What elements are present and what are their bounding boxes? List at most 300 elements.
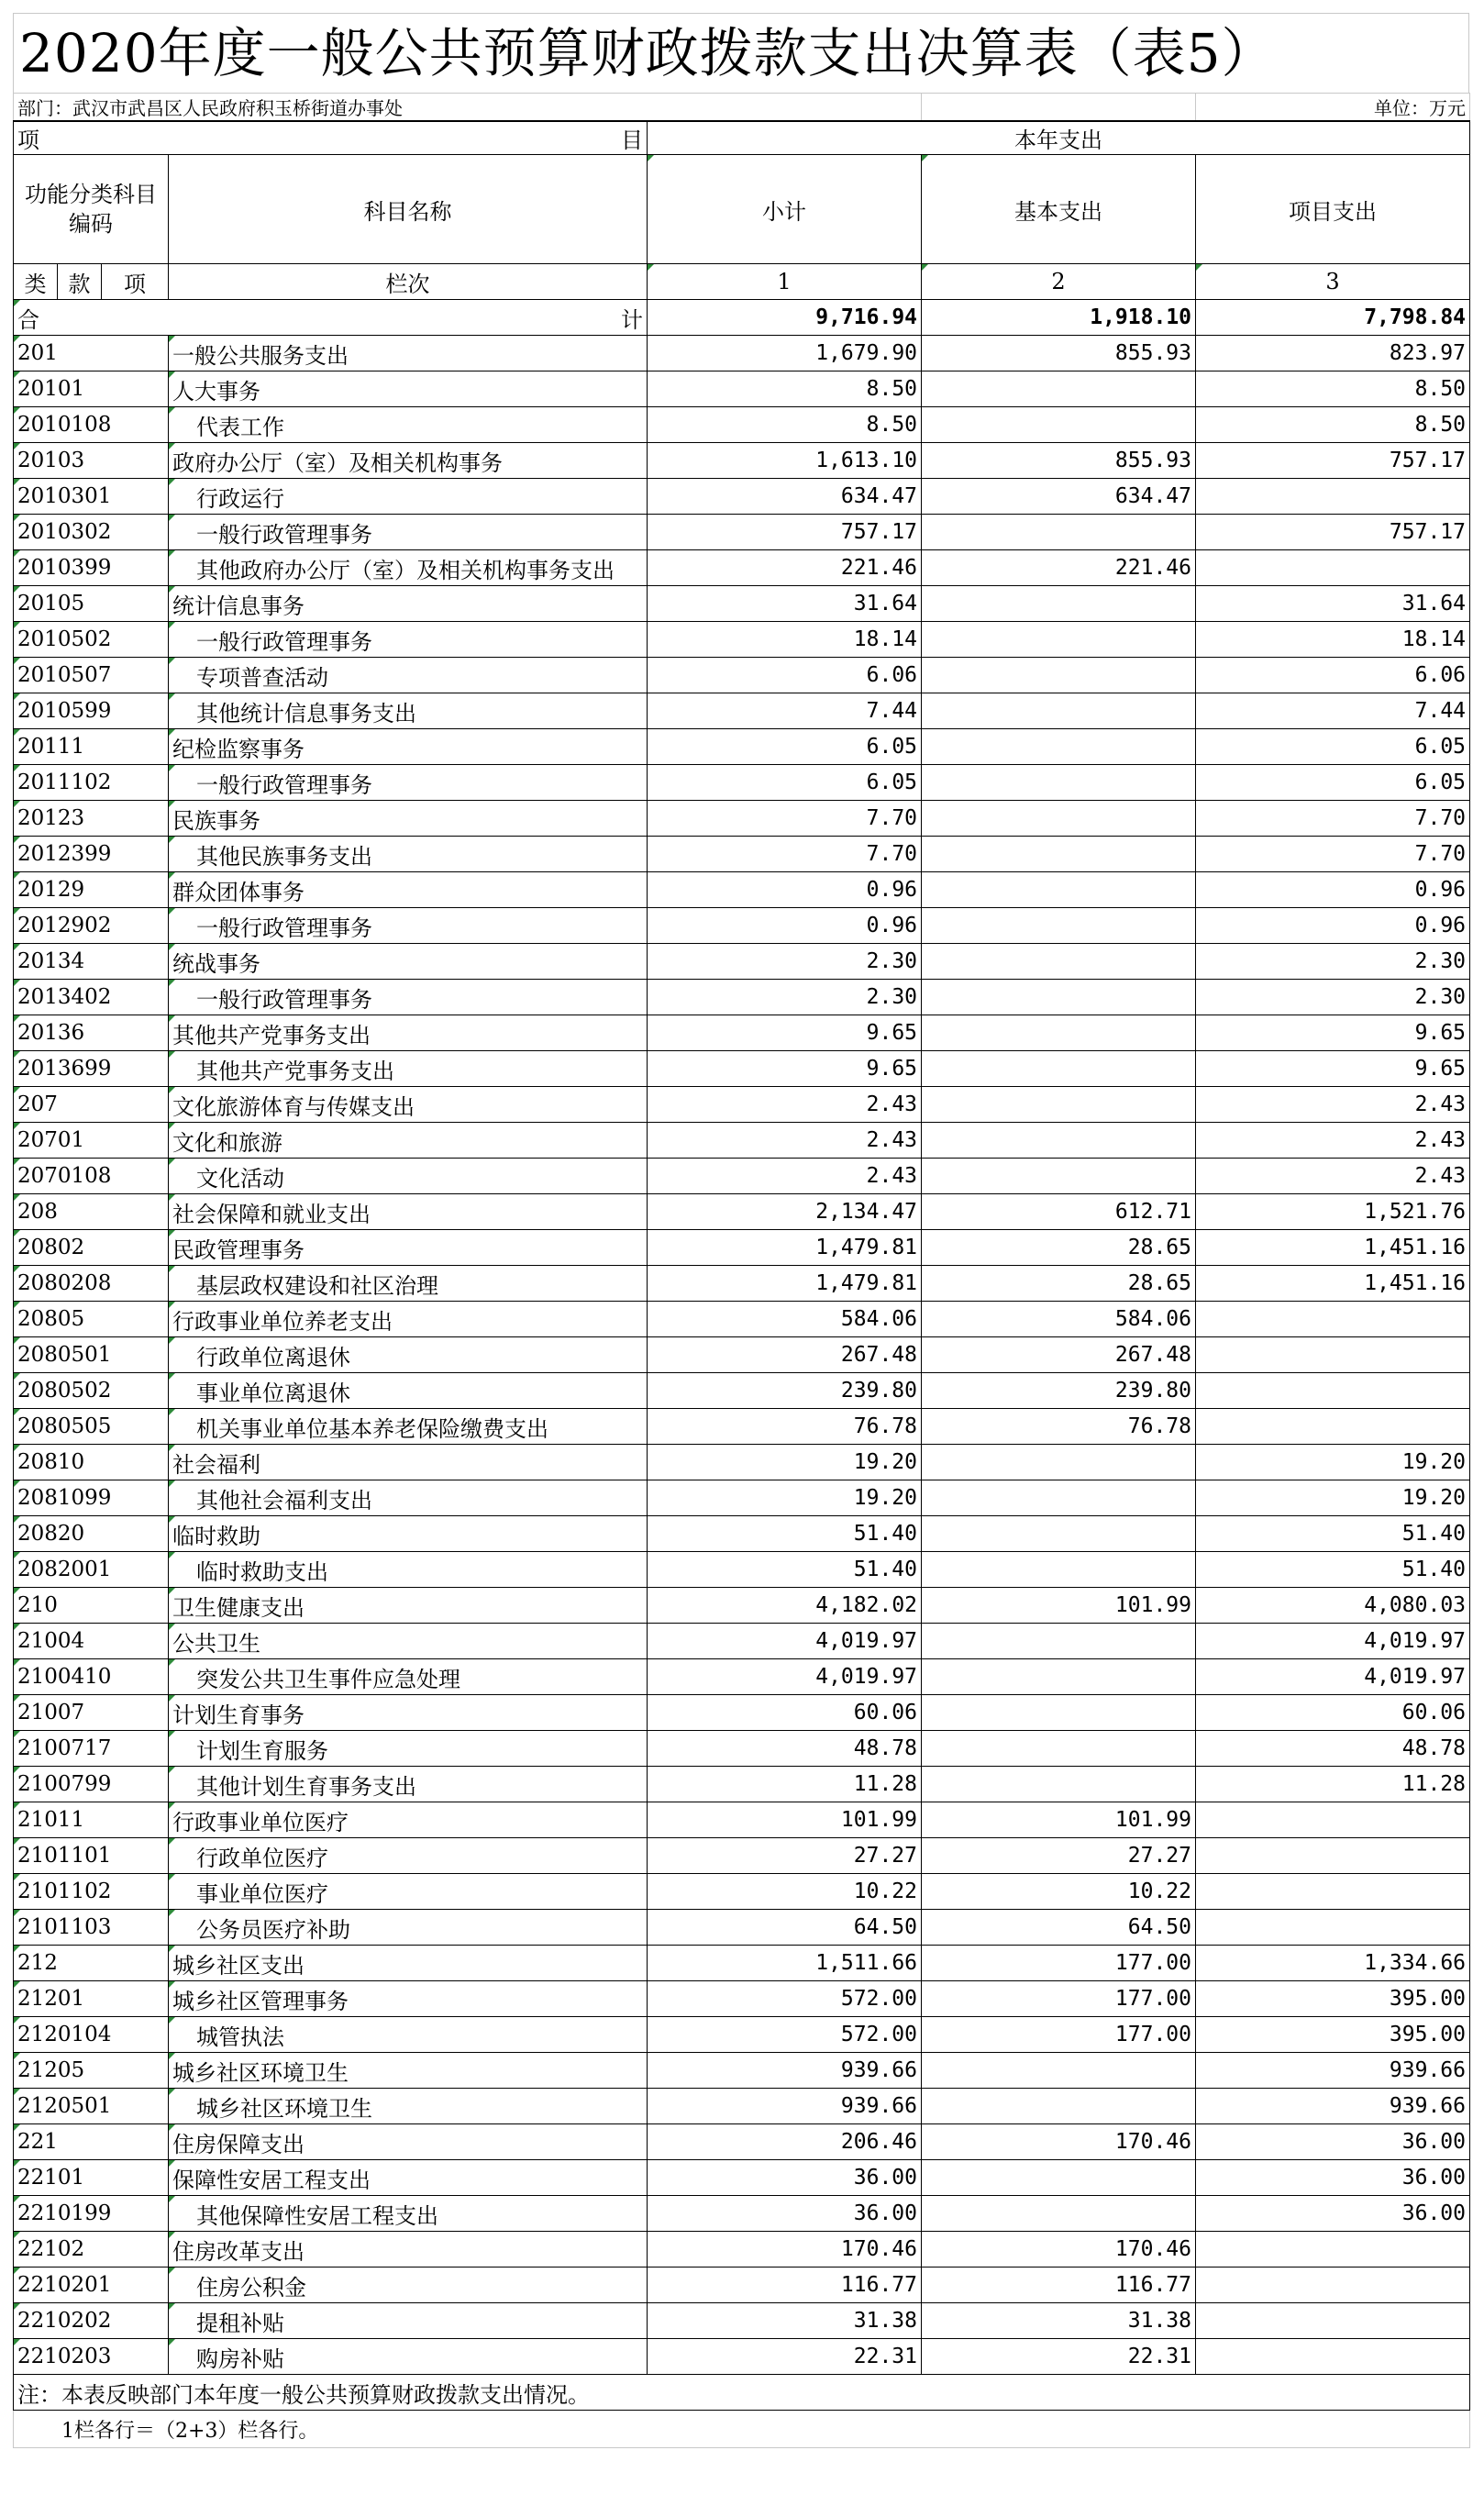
row-name: 统战事务 (169, 944, 648, 980)
row-name: 行政运行 (169, 479, 648, 515)
table-row (14, 1981, 1470, 2017)
item-header-right: 目 (621, 128, 643, 153)
row-basic (922, 765, 1196, 801)
total-project: 7,798.84 (1196, 300, 1470, 336)
row-name: 公务员医疗补助 (169, 1910, 648, 1946)
row-project: 9.65 (1196, 1051, 1470, 1087)
row-code: 207 (14, 1087, 169, 1123)
row-subtotal: 10.22 (648, 1874, 922, 1910)
row-project: 2.43 (1196, 1123, 1470, 1159)
row-basic (922, 837, 1196, 872)
row-name: 群众团体事务 (169, 872, 648, 908)
row-basic (922, 801, 1196, 837)
table-row (14, 2053, 1470, 2089)
table-row (14, 1123, 1470, 1159)
row-code: 2100717 (14, 1731, 169, 1767)
row-code: 2080208 (14, 1266, 169, 1302)
row-subtotal: 22.31 (648, 2339, 922, 2375)
row-code: 2120104 (14, 2017, 169, 2053)
header-row-2 (14, 155, 1470, 264)
row-code: 21004 (14, 1624, 169, 1659)
func-code-header: 功能分类科目编码 (14, 155, 169, 264)
row-basic (922, 1624, 1196, 1659)
row-basic: 116.77 (922, 2268, 1196, 2303)
row-name: 购房补贴 (169, 2339, 648, 2375)
row-basic (922, 1516, 1196, 1552)
row-project: 31.64 (1196, 586, 1470, 622)
row-subtotal: 6.05 (648, 729, 922, 765)
row-subtotal: 7.70 (648, 801, 922, 837)
table-row (14, 1516, 1470, 1552)
row-project: 1,334.66 (1196, 1946, 1470, 1981)
note-line-2: 1栏各行＝（2+3）栏各行。 (14, 2411, 1470, 2448)
subject-name-header: 科目名称 (169, 155, 648, 264)
row-subtotal: 101.99 (648, 1802, 922, 1838)
row-subtotal: 19.20 (648, 1480, 922, 1516)
row-basic (922, 407, 1196, 443)
row-code: 2100799 (14, 1767, 169, 1802)
row-basic (922, 586, 1196, 622)
row-project: 19.20 (1196, 1445, 1470, 1480)
table-row (14, 2124, 1470, 2160)
department-label: 部门：武汉市武昌区人民政府积玉桥街道办事处 (14, 94, 922, 122)
row-subtotal: 36.00 (648, 2160, 922, 2196)
table-row (14, 515, 1470, 550)
row-basic: 28.65 (922, 1266, 1196, 1302)
row-basic (922, 729, 1196, 765)
row-code: 2080502 (14, 1373, 169, 1409)
row-basic: 101.99 (922, 1802, 1196, 1838)
row-basic (922, 1552, 1196, 1588)
row-project: 19.20 (1196, 1480, 1470, 1516)
row-code: 20805 (14, 1302, 169, 1337)
row-project: 1,451.16 (1196, 1266, 1470, 1302)
row-basic (922, 1480, 1196, 1516)
table-row (14, 2303, 1470, 2339)
row-code: 2010599 (14, 693, 169, 729)
table-row (14, 1802, 1470, 1838)
row-code: 2082001 (14, 1552, 169, 1588)
table-row (14, 371, 1470, 407)
row-code: 2101103 (14, 1910, 169, 1946)
row-subtotal: 170.46 (648, 2232, 922, 2268)
row-subtotal: 8.50 (648, 371, 922, 407)
table-row (14, 1373, 1470, 1409)
header-row-1 (14, 121, 1470, 155)
col3-index: 3 (1196, 264, 1470, 300)
table-row (14, 1910, 1470, 1946)
row-name: 城乡社区管理事务 (169, 1981, 648, 2017)
row-subtotal: 1,511.66 (648, 1946, 922, 1981)
row-code: 20129 (14, 872, 169, 908)
row-project: 939.66 (1196, 2053, 1470, 2089)
row-name: 一般行政管理事务 (169, 622, 648, 658)
note-row (14, 2375, 1470, 2411)
row-project: 2.43 (1196, 1159, 1470, 1194)
total-label-right: 计 (621, 306, 643, 333)
table-row (14, 622, 1470, 658)
row-project: 36.00 (1196, 2160, 1470, 2196)
row-code: 2011102 (14, 765, 169, 801)
row-subtotal: 27.27 (648, 1838, 922, 1874)
row-name: 专项普查活动 (169, 658, 648, 693)
row-name: 提租补贴 (169, 2303, 648, 2339)
row-basic: 221.46 (922, 550, 1196, 586)
row-project: 11.28 (1196, 1767, 1470, 1802)
table-row (14, 2339, 1470, 2375)
row-subtotal: 6.06 (648, 658, 922, 693)
row-name: 住房公积金 (169, 2268, 648, 2303)
row-basic (922, 2089, 1196, 2124)
row-code: 20103 (14, 443, 169, 479)
row-basic (922, 1159, 1196, 1194)
row-name: 其他政府办公厅（室）及相关机构事务支出 (169, 550, 648, 586)
row-subtotal: 31.38 (648, 2303, 922, 2339)
row-code: 20111 (14, 729, 169, 765)
row-name: 基层政权建设和社区治理 (169, 1266, 648, 1302)
table-row (14, 1659, 1470, 1695)
table-row (14, 1695, 1470, 1731)
row-name: 事业单位医疗 (169, 1874, 648, 1910)
row-name: 一般行政管理事务 (169, 765, 648, 801)
row-project (1196, 1409, 1470, 1445)
row-basic: 634.47 (922, 479, 1196, 515)
row-name: 人大事务 (169, 371, 648, 407)
row-basic: 170.46 (922, 2124, 1196, 2160)
table-row (14, 1480, 1470, 1516)
row-code: 21201 (14, 1981, 169, 2017)
lei-header: 类 (14, 264, 58, 300)
row-code: 221 (14, 2124, 169, 2160)
row-project: 60.06 (1196, 1695, 1470, 1731)
row-name: 其他共产党事务支出 (169, 1051, 648, 1087)
row-subtotal: 584.06 (648, 1302, 922, 1337)
row-subtotal: 634.47 (648, 479, 922, 515)
row-project: 48.78 (1196, 1731, 1470, 1767)
row-project: 8.50 (1196, 371, 1470, 407)
unit-label: 单位：万元 (1196, 94, 1470, 122)
row-subtotal: 0.96 (648, 872, 922, 908)
row-code: 201 (14, 336, 169, 371)
row-project: 9.65 (1196, 1015, 1470, 1051)
row-basic: 28.65 (922, 1230, 1196, 1266)
row-basic (922, 1767, 1196, 1802)
row-code: 208 (14, 1194, 169, 1230)
report-title: 2020年度一般公共预算财政拨款支出决算表（表5） (13, 13, 1469, 93)
row-code: 2210203 (14, 2339, 169, 2375)
row-code: 2013402 (14, 980, 169, 1015)
row-name: 行政事业单位养老支出 (169, 1302, 648, 1337)
row-subtotal: 64.50 (648, 1910, 922, 1946)
row-project: 6.05 (1196, 765, 1470, 801)
row-project: 1,521.76 (1196, 1194, 1470, 1230)
row-name: 临时救助 (169, 1516, 648, 1552)
table-row (14, 1767, 1470, 1802)
row-basic (922, 1731, 1196, 1767)
row-code: 2010108 (14, 407, 169, 443)
row-name: 文化和旅游 (169, 1123, 648, 1159)
note-row-2 (14, 2411, 1470, 2448)
table-row (14, 1624, 1470, 1659)
row-subtotal: 2.30 (648, 980, 922, 1015)
row-basic: 64.50 (922, 1910, 1196, 1946)
table-row (14, 693, 1470, 729)
row-basic (922, 872, 1196, 908)
row-code: 20105 (14, 586, 169, 622)
table-row (14, 944, 1470, 980)
row-name: 其他社会福利支出 (169, 1480, 648, 1516)
table-row (14, 658, 1470, 693)
row-project: 757.17 (1196, 515, 1470, 550)
row-project: 7.44 (1196, 693, 1470, 729)
row-code: 21205 (14, 2053, 169, 2089)
row-basic: 177.00 (922, 2017, 1196, 2053)
row-code: 2101101 (14, 1838, 169, 1874)
row-subtotal: 0.96 (648, 908, 922, 944)
row-code: 2210199 (14, 2196, 169, 2232)
row-subtotal: 51.40 (648, 1516, 922, 1552)
row-basic (922, 2160, 1196, 2196)
row-subtotal: 939.66 (648, 2053, 922, 2089)
row-subtotal: 116.77 (648, 2268, 922, 2303)
xiang-header: 项 (102, 264, 169, 300)
table-row (14, 2017, 1470, 2053)
table-row (14, 1445, 1470, 1480)
row-name: 统计信息事务 (169, 586, 648, 622)
row-basic: 177.00 (922, 1981, 1196, 2017)
row-project: 0.96 (1196, 908, 1470, 944)
row-code: 212 (14, 1946, 169, 1981)
row-basic: 267.48 (922, 1337, 1196, 1373)
table-row (14, 407, 1470, 443)
row-basic (922, 1695, 1196, 1731)
row-basic (922, 515, 1196, 550)
row-name: 行政单位离退休 (169, 1337, 648, 1373)
row-basic: 76.78 (922, 1409, 1196, 1445)
row-project (1196, 1302, 1470, 1337)
row-basic: 855.93 (922, 336, 1196, 371)
note-line-1: 注：本表反映部门本年度一般公共预算财政拨款支出情况。 (14, 2375, 1470, 2411)
row-name: 民族事务 (169, 801, 648, 837)
row-subtotal: 19.20 (648, 1445, 922, 1480)
row-name: 临时救助支出 (169, 1552, 648, 1588)
row-project: 2.30 (1196, 980, 1470, 1015)
row-subtotal: 4,019.97 (648, 1659, 922, 1695)
row-subtotal: 36.00 (648, 2196, 922, 2232)
row-code: 2010507 (14, 658, 169, 693)
row-code: 20134 (14, 944, 169, 980)
row-project: 939.66 (1196, 2089, 1470, 2124)
row-name: 代表工作 (169, 407, 648, 443)
row-project: 7.70 (1196, 837, 1470, 872)
row-basic (922, 1015, 1196, 1051)
table-row (14, 550, 1470, 586)
row-basic (922, 2196, 1196, 2232)
row-name: 计划生育事务 (169, 1695, 648, 1731)
row-subtotal: 239.80 (648, 1373, 922, 1409)
row-code: 2080505 (14, 1409, 169, 1445)
row-code: 20810 (14, 1445, 169, 1480)
row-project (1196, 2232, 1470, 2268)
row-basic: 31.38 (922, 2303, 1196, 2339)
row-subtotal: 1,479.81 (648, 1266, 922, 1302)
row-project: 4,019.97 (1196, 1659, 1470, 1695)
table-row (14, 1302, 1470, 1337)
item-header (14, 121, 648, 155)
project-header: 项目支出 (1196, 155, 1470, 264)
row-subtotal: 7.70 (648, 837, 922, 872)
row-name: 突发公共卫生事件应急处理 (169, 1659, 648, 1695)
row-basic (922, 2053, 1196, 2089)
row-project: 51.40 (1196, 1516, 1470, 1552)
row-basic: 10.22 (922, 1874, 1196, 1910)
row-subtotal: 1,679.90 (648, 336, 922, 371)
row-project: 4,080.03 (1196, 1588, 1470, 1624)
table-row (14, 479, 1470, 515)
row-code: 20101 (14, 371, 169, 407)
row-name: 社会保障和就业支出 (169, 1194, 648, 1230)
row-name: 一般行政管理事务 (169, 515, 648, 550)
row-basic: 855.93 (922, 443, 1196, 479)
row-subtotal: 9.65 (648, 1051, 922, 1087)
table-row (14, 1874, 1470, 1910)
row-project: 395.00 (1196, 1981, 1470, 2017)
table-row (14, 1409, 1470, 1445)
row-basic: 22.31 (922, 2339, 1196, 2375)
row-basic: 584.06 (922, 1302, 1196, 1337)
total-basic: 1,918.10 (922, 300, 1196, 336)
row-project: 1,451.16 (1196, 1230, 1470, 1266)
table-row (14, 1731, 1470, 1767)
table-row (14, 872, 1470, 908)
row-project (1196, 2339, 1470, 2375)
row-name: 其他民族事务支出 (169, 837, 648, 872)
table-row (14, 1051, 1470, 1087)
row-project (1196, 2303, 1470, 2339)
row-code: 2081099 (14, 1480, 169, 1516)
row-subtotal: 2.43 (648, 1123, 922, 1159)
row-basic (922, 908, 1196, 944)
row-code: 2080501 (14, 1337, 169, 1373)
col2-index: 2 (922, 264, 1196, 300)
row-name: 其他共产党事务支出 (169, 1015, 648, 1051)
table-row (14, 2268, 1470, 2303)
row-subtotal: 2,134.47 (648, 1194, 922, 1230)
row-name: 行政事业单位医疗 (169, 1802, 648, 1838)
col1-index: 1 (648, 264, 922, 300)
row-subtotal: 939.66 (648, 2089, 922, 2124)
row-subtotal: 2.30 (648, 944, 922, 980)
row-subtotal: 6.05 (648, 765, 922, 801)
row-code: 20123 (14, 801, 169, 837)
row-name: 城乡社区环境卫生 (169, 2089, 648, 2124)
row-project: 6.05 (1196, 729, 1470, 765)
table-row (14, 1838, 1470, 1874)
table-row (14, 1230, 1470, 1266)
table-row (14, 980, 1470, 1015)
row-code: 22101 (14, 2160, 169, 2196)
row-name: 城乡社区环境卫生 (169, 2053, 648, 2089)
row-subtotal: 11.28 (648, 1767, 922, 1802)
row-basic: 239.80 (922, 1373, 1196, 1409)
row-basic (922, 658, 1196, 693)
table-row (14, 765, 1470, 801)
row-code: 2010399 (14, 550, 169, 586)
row-name: 机关事业单位基本养老保险缴费支出 (169, 1409, 648, 1445)
row-basic (922, 980, 1196, 1015)
row-basic (922, 693, 1196, 729)
row-project (1196, 1874, 1470, 1910)
row-subtotal: 4,019.97 (648, 1624, 922, 1659)
row-code: 21007 (14, 1695, 169, 1731)
report-sheet (13, 13, 1469, 2448)
table-row (14, 443, 1470, 479)
row-name: 保障性安居工程支出 (169, 2160, 648, 2196)
table-row (14, 2232, 1470, 2268)
row-project: 395.00 (1196, 2017, 1470, 2053)
row-basic (922, 371, 1196, 407)
row-name: 文化活动 (169, 1159, 648, 1194)
row-project: 36.00 (1196, 2196, 1470, 2232)
row-subtotal: 1,613.10 (648, 443, 922, 479)
table-row (14, 1337, 1470, 1373)
row-subtotal: 2.43 (648, 1159, 922, 1194)
row-subtotal: 221.46 (648, 550, 922, 586)
table-row (14, 1194, 1470, 1230)
row-code: 22102 (14, 2232, 169, 2268)
basic-header: 基本支出 (922, 155, 1196, 264)
table-row (14, 2196, 1470, 2232)
table-row (14, 908, 1470, 944)
row-name: 其他保障性安居工程支出 (169, 2196, 648, 2232)
current-year-header: 本年支出 (648, 121, 1470, 155)
row-project (1196, 1337, 1470, 1373)
table-row (14, 586, 1470, 622)
row-name: 事业单位离退休 (169, 1373, 648, 1409)
row-subtotal: 31.64 (648, 586, 922, 622)
row-name: 政府办公厅（室）及相关机构事务 (169, 443, 648, 479)
row-basic: 612.71 (922, 1194, 1196, 1230)
row-code: 2101102 (14, 1874, 169, 1910)
total-row (14, 300, 1470, 336)
table-row (14, 2160, 1470, 2196)
row-code: 20701 (14, 1123, 169, 1159)
row-project: 18.14 (1196, 622, 1470, 658)
row-name: 其他统计信息事务支出 (169, 693, 648, 729)
row-basic: 101.99 (922, 1588, 1196, 1624)
row-project: 36.00 (1196, 2124, 1470, 2160)
row-code: 2210202 (14, 2303, 169, 2339)
row-project (1196, 1802, 1470, 1838)
table-row (14, 1159, 1470, 1194)
row-subtotal: 757.17 (648, 515, 922, 550)
row-name: 一般行政管理事务 (169, 908, 648, 944)
report-table (13, 93, 1470, 2448)
row-subtotal: 76.78 (648, 1409, 922, 1445)
row-subtotal: 1,479.81 (648, 1230, 922, 1266)
table-row (14, 2089, 1470, 2124)
row-code: 2100410 (14, 1659, 169, 1695)
row-project (1196, 479, 1470, 515)
row-code: 2070108 (14, 1159, 169, 1194)
row-project (1196, 550, 1470, 586)
row-basic (922, 1087, 1196, 1123)
row-subtotal: 51.40 (648, 1552, 922, 1588)
row-project: 2.30 (1196, 944, 1470, 980)
header-row-3 (14, 264, 1470, 300)
row-name: 一般公共服务支出 (169, 336, 648, 371)
table-row (14, 1266, 1470, 1302)
